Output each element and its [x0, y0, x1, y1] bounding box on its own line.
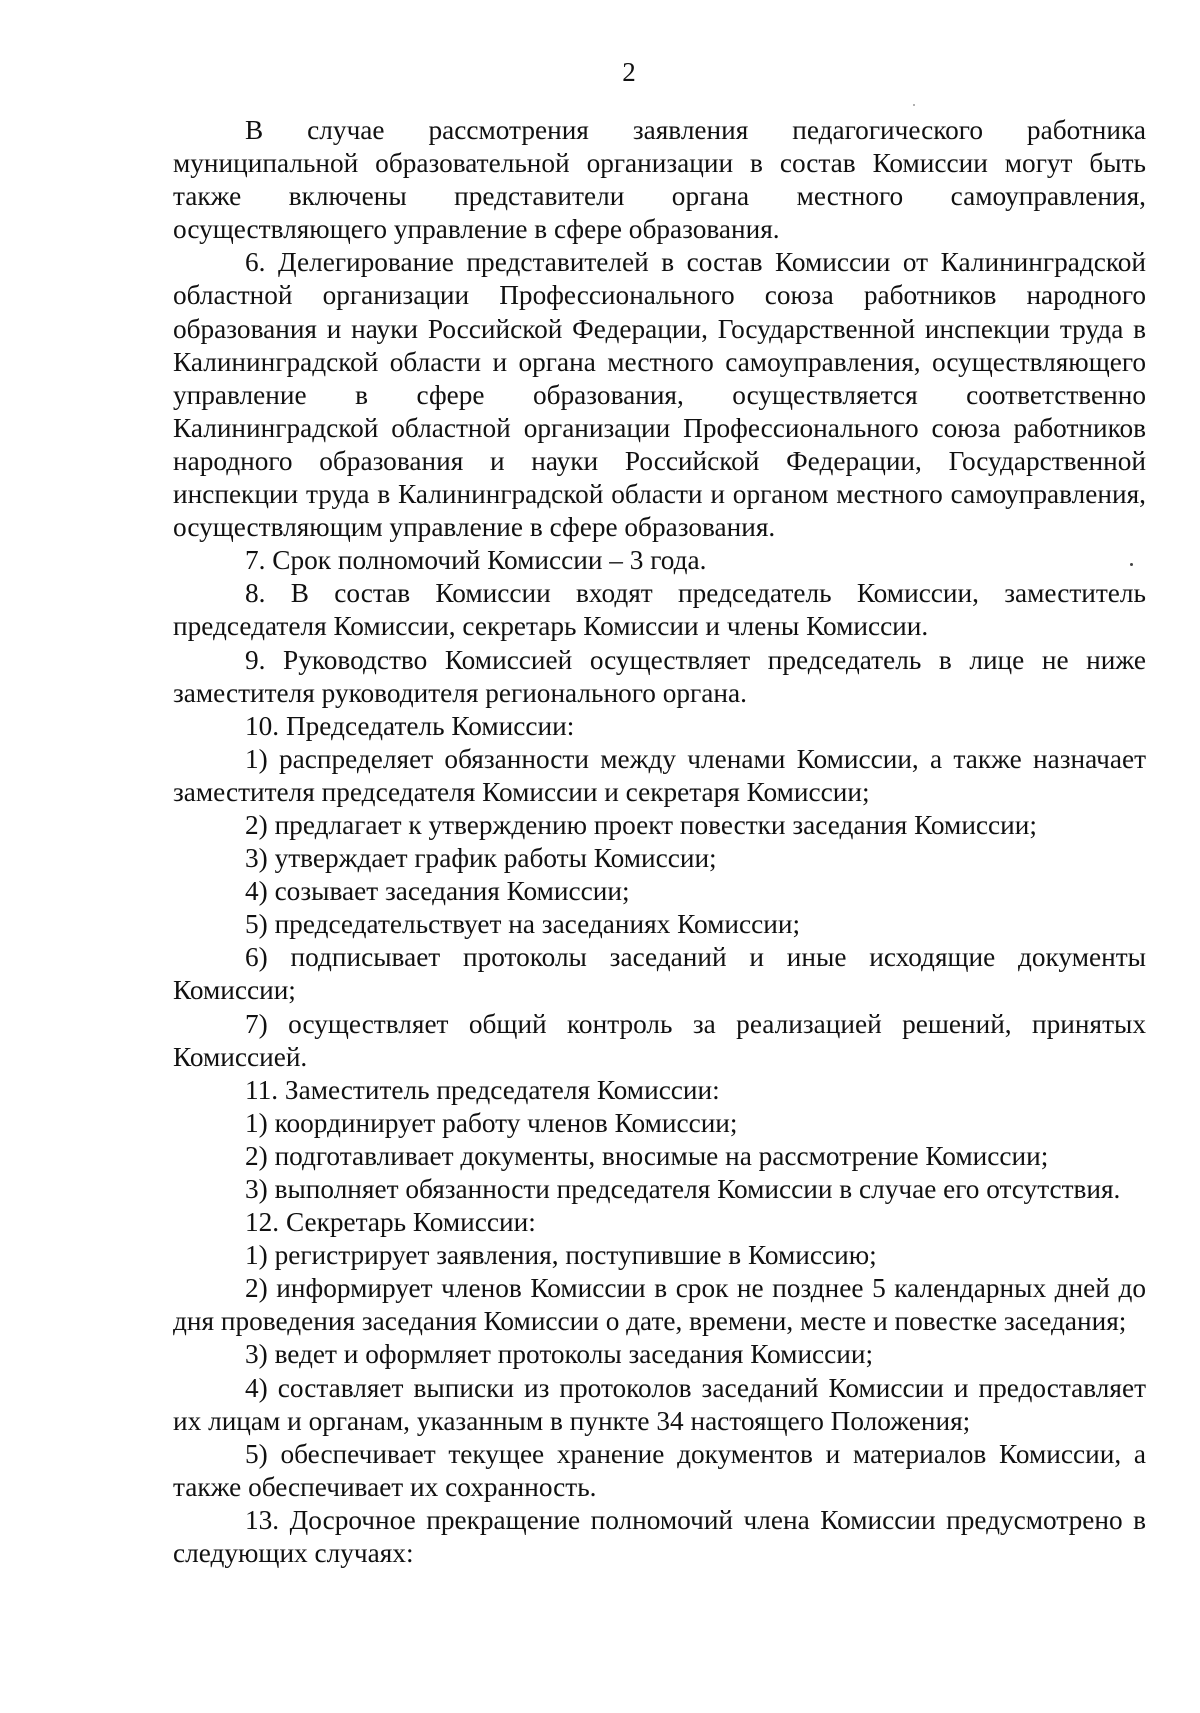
paragraph-intro: В случае рассмотрения заявления педагогического работника муниципальной образовательной организации в состав Комиссии могут быть также включены представители органа местного самоуправления, осуществляющего управление в сфере образования.: [173, 115, 1146, 245]
list-item: 2) предлагает к утверждению проект повестки заседания Комиссии;: [245, 809, 1037, 840]
paragraph-item-9: 9. Руководство Комиссией осуществляет председатель в лице не ниже заместителя руководителя регионального органа.: [173, 644, 1146, 708]
scan-speck: [913, 104, 915, 106]
list-item: 4) созывает заседания Комиссии;: [245, 876, 630, 907]
list-item: 4) составляет выписки из протоколов заседаний Комиссии и предоставляет их лицам и органам, указанным в пункте 34 настоящего Положения;: [173, 1372, 1146, 1436]
list-item: 5) председательствует на заседаниях Комиссии;: [245, 909, 801, 940]
list-item: 1) распределяет обязанности между членами Комиссии, а также назначает заместителя председателя Комиссии и секретаря Комиссии;: [173, 743, 1146, 807]
list-item: 5) обеспечивает текущее хранение документов и материалов Комиссии, а также обеспечивает их сохранность.: [173, 1438, 1146, 1502]
list-item: 7) осуществляет общий контроль за реализацией решений, принятых Комиссией.: [173, 1008, 1146, 1072]
paragraph-item-12: 12. Секретарь Комиссии:: [245, 1207, 536, 1238]
document-body: [173, 114, 1146, 1570]
paragraph-item-8: 8. В состав Комиссии входят председатель Комиссии, заместитель председателя Комиссии, секретарь Комиссии и члены Комиссии.: [173, 578, 1146, 642]
paragraph-item-13: 13. Досрочное прекращение полномочий члена Комиссии предусмотрено в следующих случаях:: [173, 1504, 1146, 1569]
list-item: 2) подготавливает документы, вносимые на рассмотрение Комиссии;: [245, 1140, 1049, 1171]
list-item: 3) ведет и оформляет протоколы заседания Комиссии;: [245, 1339, 874, 1370]
paragraph-item-6: 6. Делегирование представителей в состав Комиссии от Калининградской областной организации Профессионального союза работников народного образования и науки Российской Федерации, Государственной инспекции труда в Калининградской области и органа местного самоуправления, осуществляющего управление в сфере образования, осуществляется соответственно Калининградской областной организации Профессионального союза работников народного образования и науки Российской Федерации, Государственной инспекции труда в Калининградской области и органом местного самоуправления, осуществляющим управление в сфере образования.: [173, 247, 1146, 543]
paragraph-item-11: 11. Заместитель председателя Комиссии:: [245, 1074, 720, 1105]
list-item: 3) выполняет обязанности председателя Комиссии в случае его отсутствия.: [245, 1174, 1121, 1204]
page-number: 2: [622, 57, 636, 87]
paragraph-item-7: 7. Срок полномочий Комиссии – 3 года.: [245, 545, 707, 576]
list-item: 1) регистрирует заявления, поступившие в Комиссию;: [245, 1240, 877, 1271]
list-item: 6) подписывает протоколы заседаний и иные исходящие документы Комиссии;: [173, 942, 1146, 1006]
list-item: 1) координирует работу членов Комиссии;: [245, 1107, 738, 1138]
list-item: 2) информирует членов Комиссии в срок не позднее 5 календарных дней до дня проведения заседания Комиссии о дате, времени, месте и повестке заседания;: [173, 1273, 1146, 1337]
list-item: 3) утверждает график работы Комиссии;: [245, 843, 717, 874]
paragraph-item-10: 10. Председатель Комиссии:: [245, 710, 575, 741]
scan-speck: [1130, 563, 1133, 566]
